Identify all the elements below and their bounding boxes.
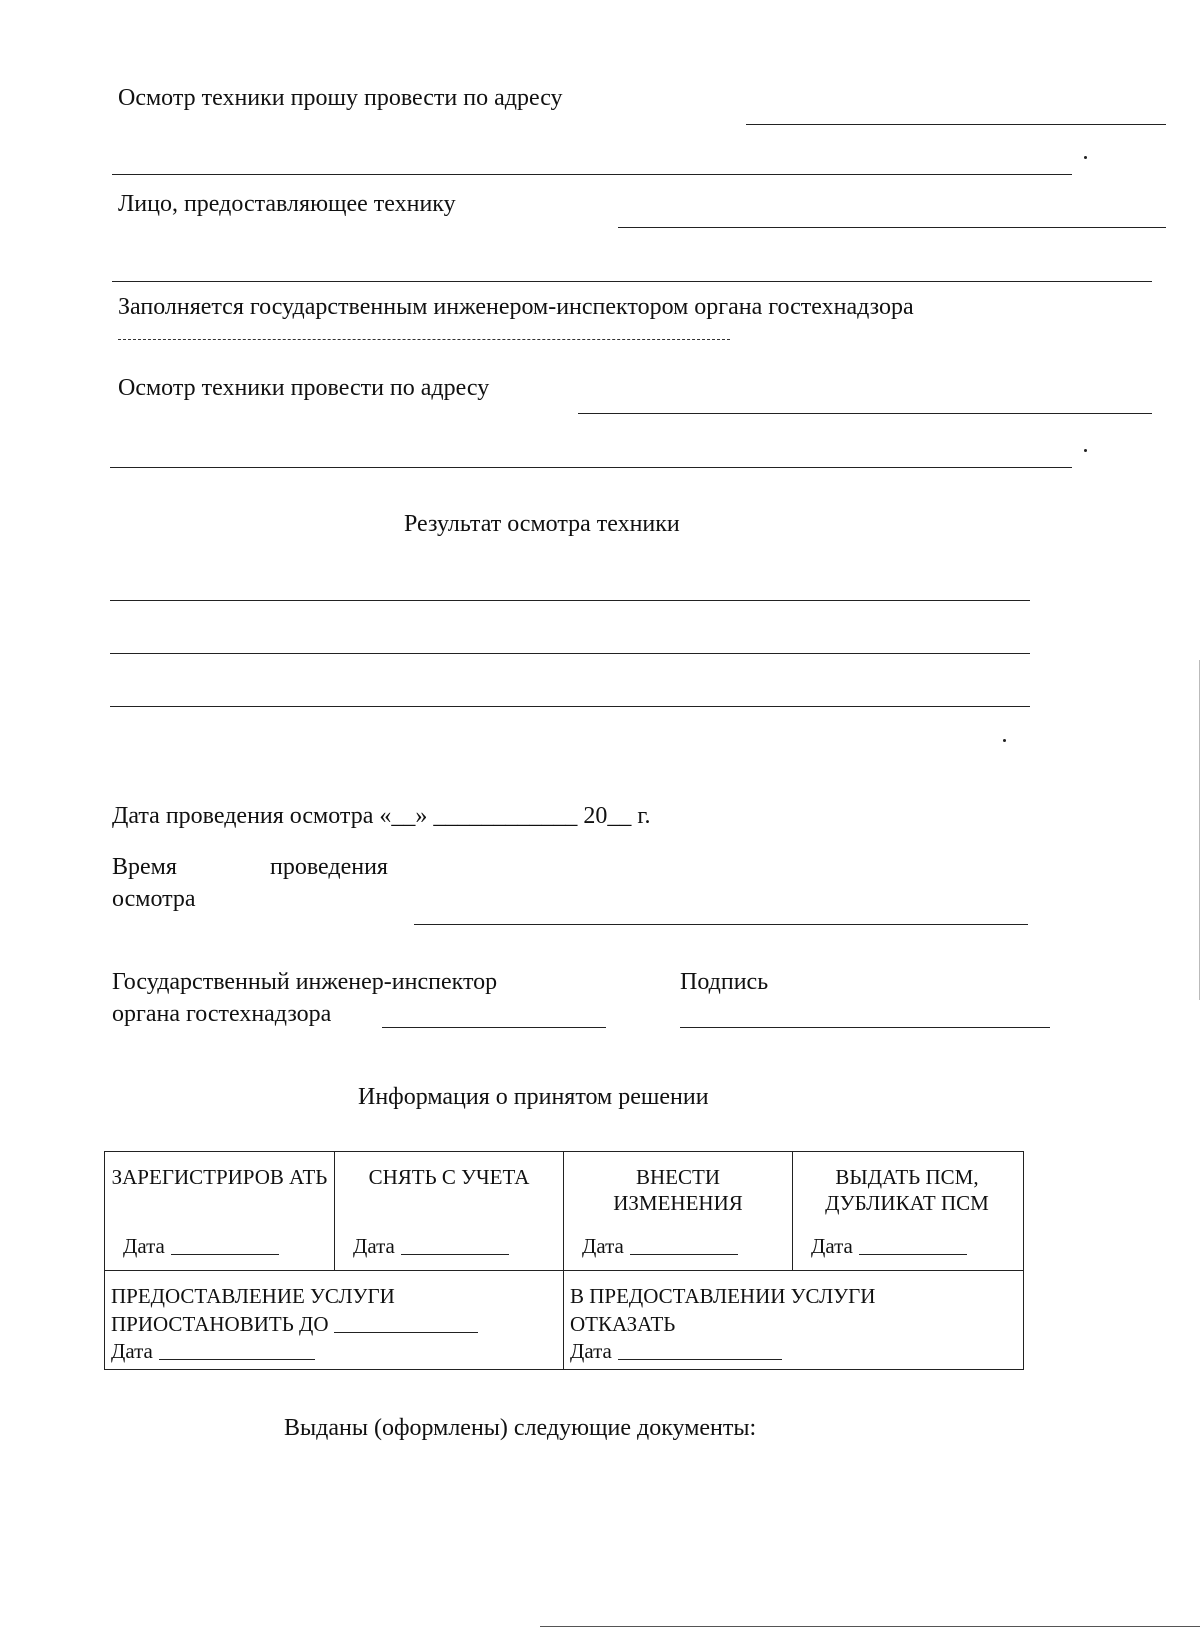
decision-refuse-line2: ОТКАЗАТЬ	[570, 1311, 676, 1336]
provider-field[interactable]	[618, 227, 1166, 228]
decision-suspend-text	[111, 1283, 478, 1366]
inspector-fill-heading: Заполняется государственным инженером-инспектором органа гостехнадзора	[118, 294, 914, 320]
inspector-label-line1: Государственный инженер-инспектор	[112, 969, 498, 995]
decision-heading: Информация о принятом решении	[358, 1084, 709, 1110]
signature-field[interactable]	[680, 1027, 1050, 1028]
date-label: Дата	[353, 1234, 395, 1258]
dashed-separator	[118, 339, 730, 340]
date-label: Дата	[570, 1339, 612, 1364]
inspection-time-field[interactable]	[414, 924, 1028, 925]
decision-modify-date[interactable]	[582, 1234, 738, 1259]
decision-issue-psm-title: ВЫДАТЬ ПСМ, ДУБЛИКАТ ПСМ	[825, 1165, 989, 1216]
decision-modify-cell[interactable]	[564, 1152, 793, 1270]
decision-register-date[interactable]	[123, 1234, 279, 1259]
inspection-time-label-word1: Время	[112, 854, 177, 880]
provider-field-continued[interactable]	[112, 281, 1152, 282]
inspection-time-label-word3: осмотра	[112, 886, 196, 912]
decision-issue-psm-date[interactable]	[811, 1234, 967, 1259]
date-label: Дата	[123, 1234, 165, 1258]
signature-label: Подпись	[680, 969, 769, 995]
date-field[interactable]	[159, 1359, 315, 1360]
result-heading: Результат осмотра техники	[404, 511, 680, 537]
request-address-field[interactable]	[746, 124, 1166, 125]
decision-modify-title: ВНЕСТИ ИЗМЕНЕНИЯ	[613, 1165, 743, 1216]
inspection-date-label: Дата проведения осмотра «__» ____________ 20__ г.	[112, 803, 651, 829]
request-address-label: Осмотр техники прошу провести по адресу	[118, 85, 563, 111]
date-field[interactable]	[618, 1359, 782, 1360]
decision-deregister-date[interactable]	[353, 1234, 509, 1259]
date-label: Дата	[582, 1234, 624, 1258]
decision-suspend-line2: ПРИОСТАНОВИТЬ ДО	[111, 1311, 329, 1336]
decision-refuse-text	[570, 1283, 875, 1366]
provider-label: Лицо, предоставляющее технику	[118, 191, 456, 217]
scan-dot	[1084, 449, 1087, 452]
decision-options-row	[105, 1152, 1023, 1271]
inspector-name-field[interactable]	[382, 1027, 606, 1028]
decision-deregister-cell[interactable]	[335, 1152, 564, 1270]
decision-outcome-row	[105, 1271, 1023, 1369]
inspect-address-label: Осмотр техники провести по адресу	[118, 375, 490, 401]
decision-register-cell[interactable]	[105, 1152, 335, 1270]
inspection-time-label-word2: проведения	[270, 854, 388, 880]
inspect-address-field-continued[interactable]	[110, 467, 1072, 468]
decision-suspend-cell[interactable]	[105, 1271, 564, 1369]
decision-deregister-title: СНЯТЬ С УЧЕТА	[368, 1165, 530, 1189]
suspend-until-field[interactable]	[334, 1332, 478, 1333]
decision-suspend-line1: ПРЕДОСТАВЛЕНИЕ УСЛУГИ	[111, 1284, 395, 1308]
decision-table	[104, 1151, 1024, 1370]
scan-dot	[1003, 739, 1006, 742]
date-label: Дата	[811, 1234, 853, 1258]
date-field[interactable]	[171, 1254, 279, 1255]
request-address-field-continued[interactable]	[112, 174, 1072, 175]
decision-issue-psm-cell[interactable]	[793, 1152, 1021, 1270]
result-line-1[interactable]	[110, 600, 1030, 601]
result-line-3[interactable]	[110, 706, 1030, 707]
inspector-label-line2: органа гостехнадзора	[112, 1001, 332, 1027]
decision-refuse-cell[interactable]	[564, 1271, 1021, 1369]
scan-dot	[1084, 156, 1087, 159]
date-field[interactable]	[859, 1254, 967, 1255]
decision-register-title: ЗАРЕГИСТРИРОВ АТЬ	[111, 1165, 328, 1189]
decision-refuse-line1: В ПРЕДОСТАВЛЕНИИ УСЛУГИ	[570, 1284, 876, 1308]
issued-docs-heading: Выданы (оформлены) следующие документы:	[284, 1415, 757, 1441]
inspect-address-field[interactable]	[578, 413, 1152, 414]
date-field[interactable]	[630, 1254, 738, 1255]
date-field[interactable]	[401, 1254, 509, 1255]
date-label: Дата	[111, 1339, 153, 1364]
scan-bottom-edge	[540, 1626, 1200, 1627]
result-line-2[interactable]	[110, 653, 1030, 654]
